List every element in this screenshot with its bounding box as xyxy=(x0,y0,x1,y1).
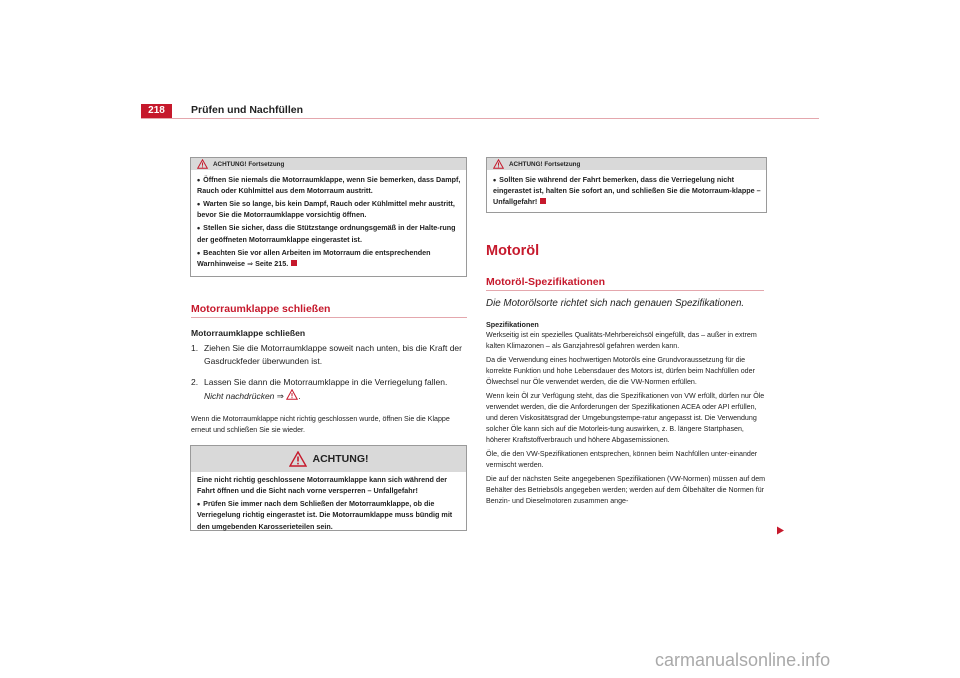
warning-box-header xyxy=(191,446,466,472)
warning-box-main xyxy=(190,445,467,531)
reference-arrow: ⇒ xyxy=(247,258,254,268)
section-divider xyxy=(486,290,764,291)
warning-box-title: ACHTUNG! Fortsetzung xyxy=(213,160,285,168)
paragraph: Da die Verwendung eines hochwertigen Motoröls eine Grundvoraussetzung für die korrekte Funktion und hohe Lebensdauer des Motors ist, dürfen beim Nachfüllen oder Ölwechsel nur Öle verwendet werden, die die VW-Normen erfüllen. xyxy=(486,356,755,386)
warning-box-title: ACHTUNG! xyxy=(312,453,369,465)
watermark: carmanualsonline.info xyxy=(655,650,831,670)
warning-box-body xyxy=(487,170,766,212)
warning-item: • Prüfen Sie immer nach dem Schließen der Motorraumklappe, ob die Verriegelung richtig eingerastet ist. Die Motorraumklappe muss bündig mit den umgebenden Karosserieteilen sein. xyxy=(197,499,453,531)
note-text: Wenn die Motorraumklappe nicht richtig geschlossen wurde, öffnen Sie die Klappe erneut und schließen Sie sie wieder. xyxy=(191,415,450,434)
paragraph: Öle, die den VW-Spezifikationen entsprechen, können beim Nachfüllen unter-einander vermischt werden. xyxy=(486,450,758,469)
paragraph: Die auf der nächsten Seite angegebenen Spezifikationen (VW-Normen) müssen auf dem Behälter des Betriebsöls angegeben werden; werden auf dem Ölbehälter die Normen für Benzin- und Dieselmotoren zusammen ange- xyxy=(486,475,766,505)
step-text: Ziehen Sie die Motorraumklappe soweit nach unten, bis die Kraft der Gasdruckfeder überwunden ist. xyxy=(204,343,462,366)
warning-box-continued-left xyxy=(190,157,467,277)
warning-item: • Sollten Sie während der Fahrt bemerken, dass die Verriegelung nicht eingerastet ist, halten Sie sofort an, und schließen Sie die Motorraum-klappe – Unfallgefahr! xyxy=(493,175,761,207)
header-divider xyxy=(141,118,819,119)
page-reference-link[interactable]: Seite 215. xyxy=(255,258,289,268)
step-text: Lassen Sie dann die Motorraumklappe in die Verriegelung fallen. Nicht nachdrücken ⇒ . xyxy=(204,377,448,401)
subsection-title: Motorraumklappe schließen xyxy=(191,328,306,338)
step-1 xyxy=(191,342,468,367)
warning-item: • Öffnen Sie niemals die Motorraumklappe, wenn Sie bemerken, dass Dampf, Rauch oder Kühlmittel aus dem Motorraum austritt. xyxy=(197,175,461,196)
chapter-title: Motoröl xyxy=(486,243,540,259)
warning-box-header xyxy=(487,158,766,170)
end-marker-icon xyxy=(291,260,297,266)
warning-triangle-icon xyxy=(289,451,307,467)
paragraph-title: Spezifikationen xyxy=(486,320,539,329)
warning-box-title: ACHTUNG! Fortsetzung xyxy=(509,160,581,168)
bullet-icon: • xyxy=(493,175,497,185)
step-number: 2. xyxy=(191,377,199,387)
bullet-icon: • xyxy=(197,199,201,210)
page-number: 218 xyxy=(141,104,172,118)
warning-triangle-icon xyxy=(493,159,504,169)
paragraph: Wenn kein Öl zur Verfügung steht, das die Spezifikationen von VW erfüllt, dürfen nur Öle verwendet werden, die die Anforderungen der Spezifikationen ACEA oder API erfüllen, und deren Viskositätsgrad der Umgebungstempe-ratur angepasst ist. Die Verwendung solcher Öle kann sich auf die Motorleis-tung auswirken, z. B. längere Startphasen, höherer Kraftstoffverbrauch und höhere Abgasemissionen. xyxy=(486,392,765,444)
warning-item: • Warten Sie so lange, bis kein Dampf, Rauch oder Kühlmittel mehr austritt, bevor Sie die Motorraumklappe vorsichtig öffnen. xyxy=(197,199,455,220)
warning-item: • Beachten Sie vor allen Arbeiten im Motorraum die entsprechenden Warnhinweise ⇒ Seite 215. xyxy=(197,247,431,268)
bullet-icon: • xyxy=(197,223,201,234)
lead-text: Die Motorölsorte richtet sich nach genauen Spezifikationen. xyxy=(486,298,745,309)
page-header xyxy=(141,104,819,118)
warning-triangle-icon xyxy=(197,159,208,169)
step-emphasis: Nicht nachdrücken xyxy=(204,390,275,401)
bullet-icon: • xyxy=(197,499,201,510)
section-divider xyxy=(191,317,467,318)
section-title-close-hood: Motorraumklappe schließen xyxy=(191,303,331,315)
reference-arrow: ⇒ xyxy=(276,390,284,401)
end-marker-icon xyxy=(540,198,546,204)
warning-intro: Eine nicht richtig geschlossene Motorraumklappe kann sich während der Fahrt öffnen und die Sicht nach vorne versperren – Unfallgefahr! xyxy=(197,475,448,496)
step-number: 1. xyxy=(191,343,199,353)
warning-box-header xyxy=(191,158,466,170)
warning-box-body xyxy=(191,472,466,537)
warning-box-body xyxy=(191,170,466,274)
warning-box-continued-right xyxy=(486,157,767,213)
warning-triangle-icon[interactable] xyxy=(286,389,298,400)
step-2 xyxy=(191,376,468,402)
warning-item: • Stellen Sie sicher, dass die Stützstange ordnungsgemäß in der Halte-rung der geöffneten Motorraumklappe eingerastet ist. xyxy=(197,223,456,244)
section-title-oil-spec: Motoröl-Spezifikationen xyxy=(486,276,605,288)
bullet-icon: • xyxy=(197,247,201,258)
body-text xyxy=(486,330,770,510)
paragraph: Werkseitig ist ein spezielles Qualitäts-Mehrbereichsöl eingefüllt, das – außer in extrem kalten Klimazonen – als Ganzjahresöl gefahren werden kann. xyxy=(486,331,757,350)
running-title: Prüfen und Nachfüllen xyxy=(191,104,304,116)
continue-arrow-icon[interactable] xyxy=(776,526,785,535)
bullet-icon: • xyxy=(197,175,201,185)
